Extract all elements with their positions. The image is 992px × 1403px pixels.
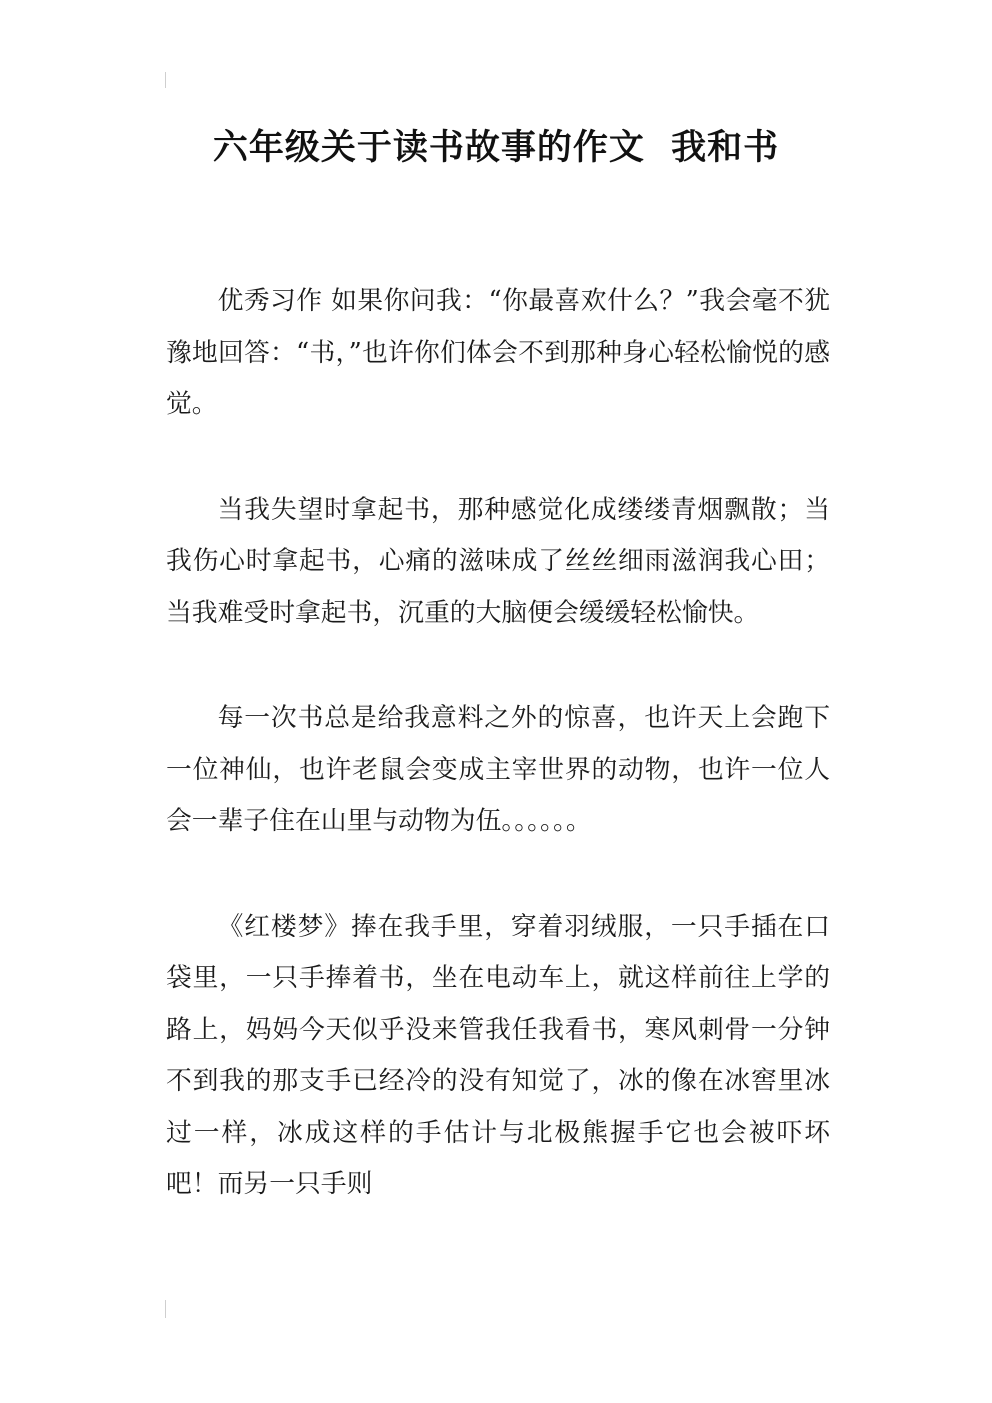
paragraph-2: 当我失望时拿起书，那种感觉化成缕缕青烟飘散；当我伤心时拿起书，心痛的滋味成了丝丝细雨滋润我心田；当我难受时拿起书，沉重的大脑便会缓缓轻松愉快。	[166, 494, 830, 628]
paragraph-1: 优秀习作 如果你问我：“你最喜欢什么？”我会毫不犹豫地回答：“书，”也许你们体会不到那种身心轻松愉悦的感觉。	[166, 286, 830, 419]
paragraph-3: 每一次书总是给我意料之外的惊喜，也许天上会跑下一位神仙，也许老鼠会变成主宰世界的动物，也许一位人会一辈子住在山里与动物为伍。。。。。。	[166, 703, 830, 836]
document-body	[166, 276, 830, 1265]
page-edge-mark-bottom	[165, 1300, 166, 1318]
page-edge-mark-top	[165, 72, 166, 88]
paragraph-4: 《红楼梦》捧在我手里，穿着羽绒服，一只手插在口袋里，一只手捧着书，坐在电动车上，就这样前往上学的路上，妈妈今天似乎没来管我任我看书，寒风刺骨一分钟不到我的那支手已经冷的没有知觉了，冰的像在冰窖里冰过一样，冰成这样的手估计与北极熊握手它也会被吓坏吧！而另一只手则	[166, 911, 830, 1199]
document-title: 六年级关于读书故事的作文 我和书	[212, 128, 780, 168]
